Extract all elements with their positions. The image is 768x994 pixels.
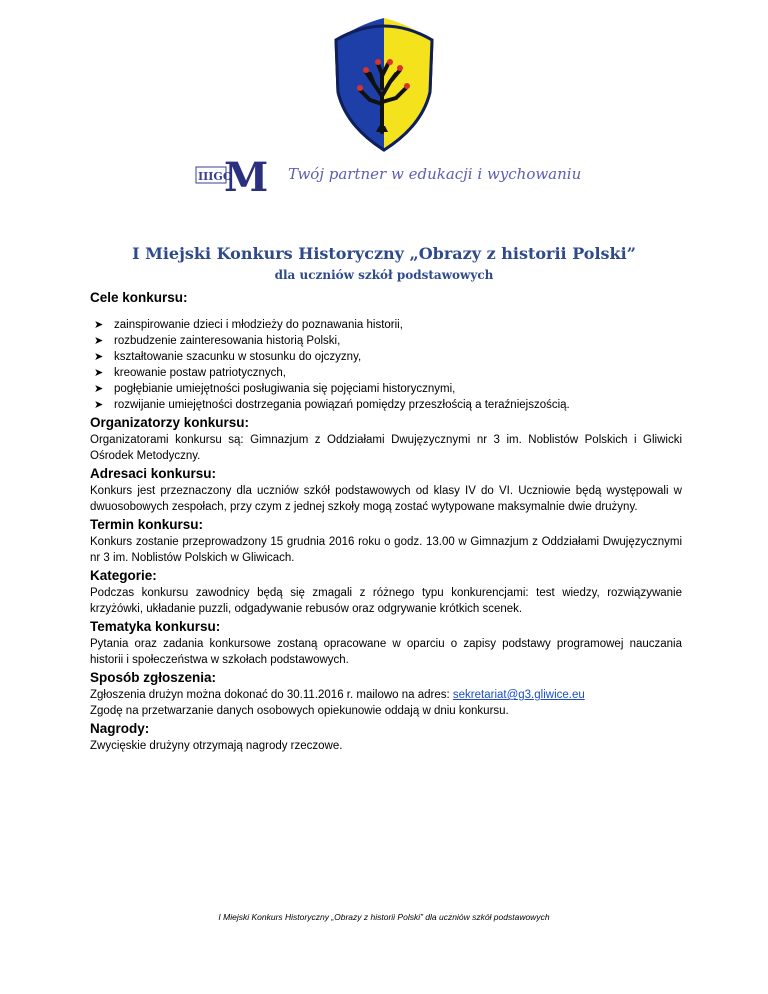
list-item: ➤ pogłębianie umiejętności posługiwania się pojęciami historycznymi,	[94, 383, 456, 395]
list-item: ➤ zainspirowanie dzieci i młodzieży do poznawania historii,	[94, 319, 403, 331]
organizers-heading: Organizatorzy konkursu:	[90, 415, 250, 430]
categories-heading: Kategorie:	[90, 568, 157, 583]
arrow-bullet-icon: ➤	[94, 399, 104, 411]
document-content	[90, 289, 682, 754]
organizers-section	[90, 414, 682, 464]
registration-text: Zgłoszenia drużyn można dokonać do 30.11.2016 r. mailowo na adres: sekretariat@g3.gliwice.eu	[90, 689, 585, 701]
categories-section	[90, 567, 682, 617]
organizers-text: Organizatorami konkursu są: Gimnazjum z Oddziałami Dwujęzycznymi nr 3 im. Noblistów Polskich i Gliwicki Ośrodek Metodyczny.	[90, 434, 682, 462]
date-text: Konkurs zostanie przeprowadzony 15 grudnia 2016 roku o godz. 13.00 w Gimnazjum z Oddziałami Dwujęzycznymi nr 3 im. Noblistów Polskich w Gliwicach.	[90, 536, 682, 564]
goals-heading: Cele konkursu:	[90, 290, 188, 305]
prizes-text: Zwycięskie drużyny otrzymają nagrody rzeczowe.	[90, 740, 343, 752]
list-item: ➤ kształtowanie szacunku w stosunku do ojczyzny,	[94, 351, 362, 363]
addressees-section	[90, 465, 682, 515]
topics-text: Pytania oraz zadania konkursowe zostaną opracowane w oparciu o zapisy podstawy programowej nauczania historii i społeczeństwa w szkołach podstawowych.	[90, 638, 682, 666]
tagline: Twój partner w edukacji i wychowaniu	[288, 165, 582, 183]
prizes-section	[90, 720, 682, 754]
date-section	[90, 516, 682, 566]
document-subtitle: dla uczniów szkół podstawowych	[274, 268, 494, 282]
topics-heading: Tematyka konkursu:	[90, 619, 221, 634]
arrow-bullet-icon: ➤	[94, 335, 104, 347]
list-item: ➤ rozwijanie umiejętności dostrzegania powiązań pomiędzy przeszłością a teraźniejszością.	[94, 399, 570, 411]
email-link[interactable]: sekretariat@g3.gliwice.eu	[452, 689, 585, 701]
svg-text:IIIGO: IIIGO	[198, 170, 233, 183]
document-title: I Miejski Konkurs Historyczny „Obrazy z historii Polski”	[132, 244, 636, 263]
list-item: ➤ rozbudzenie zainteresowania historią Polski,	[94, 335, 341, 347]
list-item: ➤ kreowanie postaw patriotycznych,	[94, 367, 286, 379]
header-logo-row	[192, 155, 592, 195]
goals-list	[94, 317, 682, 413]
iiigo-m-logo	[192, 155, 270, 193]
school-crest-logo	[330, 14, 438, 154]
arrow-bullet-icon: ➤	[94, 367, 104, 379]
page-footer: I Miejski Konkurs Historyczny „Obrazy z historii Polski” dla uczniów szkół podstawowych	[218, 912, 550, 922]
prizes-heading: Nagrody:	[90, 721, 150, 736]
addressees-heading: Adresaci konkursu:	[90, 466, 217, 481]
svg-text:M: M	[224, 155, 269, 193]
arrow-bullet-icon: ➤	[94, 351, 104, 363]
arrow-bullet-icon: ➤	[94, 383, 104, 395]
registration-heading: Sposób zgłoszenia:	[90, 670, 217, 685]
arrow-bullet-icon: ➤	[94, 319, 104, 331]
categories-text: Podczas konkursu zawodnicy będą się zmagali z różnego typu konkurencjami: test wiedzy, rozwiązywanie krzyżówki, układanie puzzli, odgadywanie rebusów oraz odgrywanie krótkich scenek.	[90, 587, 682, 615]
registration-consent-text: Zgodę na przetwarzanie danych osobowych opiekunowie oddają w dniu konkursu.	[90, 705, 509, 717]
addressees-text: Konkurs jest przeznaczony dla uczniów szkół podstawowych od klasy IV do VI. Uczniowie będą występowali w dwuosobowych zespołach, przy czym z jednej szkoły mogą zostać wytypowane maksymalnie dwie drużyny.	[90, 485, 682, 513]
date-heading: Termin konkursu:	[90, 517, 204, 532]
topics-section	[90, 618, 682, 668]
registration-section	[90, 669, 682, 719]
